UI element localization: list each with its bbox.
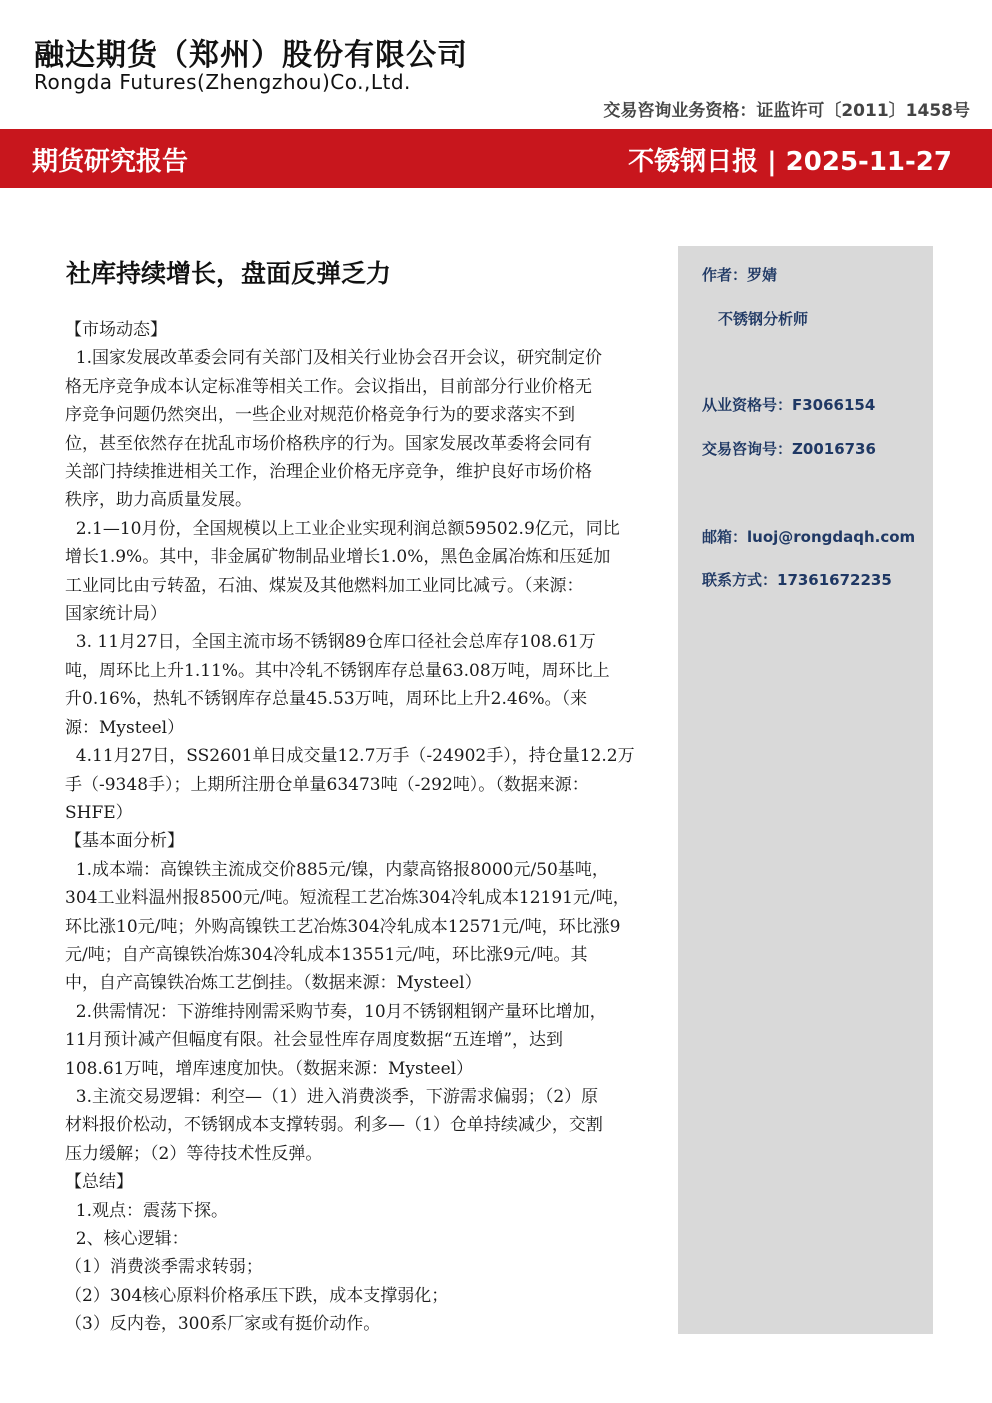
author-sidebar [678, 246, 933, 1334]
company-name-cn: 融达期货（郑州）股份有限公司 [34, 38, 468, 73]
body-line: 位，甚至依然存在扰乱市场价格秩序的行为。国家发展改革委将会同有 [65, 433, 592, 454]
body-line: SHFE） [65, 802, 133, 823]
consult-number: 交易咨询号：Z0016736 [702, 440, 876, 458]
body-line: 升0.16%，热轧不锈钢库存总量45.53万吨，周环比上升2.46%。（来 [65, 689, 588, 710]
body-line: 源：Mysteel） [65, 717, 185, 738]
body-line: 增长1.9%。其中，非金属矿物制品业增长1.0%，黑色金属冶炼和压延加 [65, 547, 611, 568]
report-banner [0, 129, 992, 188]
body-line: 2、核心逻辑： [65, 1229, 189, 1249]
body-line: 2.供需情况：下游维持刚需采购节奏，10月不锈钢粗钢产量环比增加， [65, 1001, 607, 1022]
author-role: 不锈钢分析师 [718, 310, 809, 328]
report-title-date: 不锈钢日报 | 2025-11-27 [628, 147, 952, 177]
section-heading: 【总结】 [65, 1172, 133, 1193]
body-line: 中，自产高镍铁冶炼工艺倒挂。（数据来源：Mysteel） [65, 973, 482, 994]
body-line: 元/吨；自产高镍铁冶炼304冷轧成本13551元/吨，环比涨9元/吨。其 [65, 944, 588, 965]
body-line: 1.国家发展改革委会同有关部门及相关行业协会召开会议，研究制定价 [65, 348, 603, 369]
body-line: 格无序竞争成本认定标准等相关工作。会议指出，目前部分行业价格无 [65, 376, 592, 397]
body-line: 1.观点：震荡下探。 [65, 1200, 229, 1221]
company-name-en: Rongda Futures(Zhengzhou)Co.,Ltd. [34, 70, 411, 94]
body-line: 序竞争问题仍然突出，一些企业对规范价格竞争行为的要求落实不到 [65, 405, 575, 426]
body-line: （2）304核心原料价格承压下跌，成本支撑弱化； [65, 1285, 449, 1306]
report-headline: 社库持续增长，盘面反弹乏力 [66, 259, 392, 288]
body-line: 压力缓解；（2）等待技术性反弹。 [65, 1143, 323, 1164]
body-line: 环比涨10元/吨；外购高镍铁工艺冶炼304冷轧成本12571元/吨，环比涨9 [65, 916, 621, 937]
body-line: 108.61万吨，增库速度加快。（数据来源：Mysteel） [65, 1058, 474, 1079]
body-line: 3. 11月27日，全国主流市场不锈钢89仓库口径社会总库存108.61万 [65, 632, 596, 653]
author-phone: 联系方式：17361672235 [702, 571, 892, 589]
license-info: 交易咨询业务资格：证监许可〔2011〕1458号 [603, 101, 970, 121]
body-line: 材料报价松动，不锈钢成本支撑转弱。利多—（1）仓单持续减少，交割 [65, 1115, 603, 1136]
body-line: 手（-9348手）；上期所注册仓单量63473吨（-292吨）。（数据来源： [65, 774, 589, 795]
author-email: 邮箱：luoj@rongdaqh.com [702, 528, 916, 546]
body-line: 吨，周环比上升1.11%。其中冷轧不锈钢库存总量63.08万吨，周环比上 [65, 660, 610, 681]
body-line: 工业同比由亏转盈，石油、煤炭及其他燃料加工业同比减亏。（来源： [65, 575, 584, 596]
body-line: 4.11月27日，SS2601单日成交量12.7万手（-24902手），持仓量12.2万 [65, 746, 635, 767]
body-line: 11月预计减产但幅度有限。社会显性库存周度数据“五连增”，达到 [65, 1030, 564, 1051]
section-heading: 【市场动态】 [65, 320, 167, 340]
body-line: （3）反内卷，300系厂家或有挺价动作。 [65, 1314, 381, 1335]
report-body [65, 316, 665, 1339]
body-line: 2.1—10月份，全国规模以上工业企业实现利润总额59502.9亿元，同比 [65, 518, 620, 539]
body-line: （1）消费淡季需求转弱； [65, 1257, 263, 1278]
section-heading: 【基本面分析】 [65, 831, 184, 852]
body-line: 1.成本端：高镍铁主流成交价885元/镍，内蒙高铬报8000元/50基吨， [65, 859, 609, 880]
author-name: 作者：罗婧 [702, 266, 778, 284]
body-line: 关部门持续推进相关工作，治理企业价格无序竞争，维护良好市场价格 [65, 462, 592, 483]
qualification-number: 从业资格号：F3066154 [702, 396, 876, 414]
body-line: 3.主流交易逻辑：利空—（1）进入消费淡季，下游需求偏弱；（2）原 [65, 1086, 599, 1107]
body-line: 国家统计局） [65, 604, 167, 625]
body-line: 304工业料温州报8500元/吨。短流程工艺冶炼304冷轧成本12191元/吨， [65, 888, 630, 909]
report-type: 期货研究报告 [32, 147, 189, 177]
body-line: 秩序，助力高质量发展。 [65, 490, 252, 511]
